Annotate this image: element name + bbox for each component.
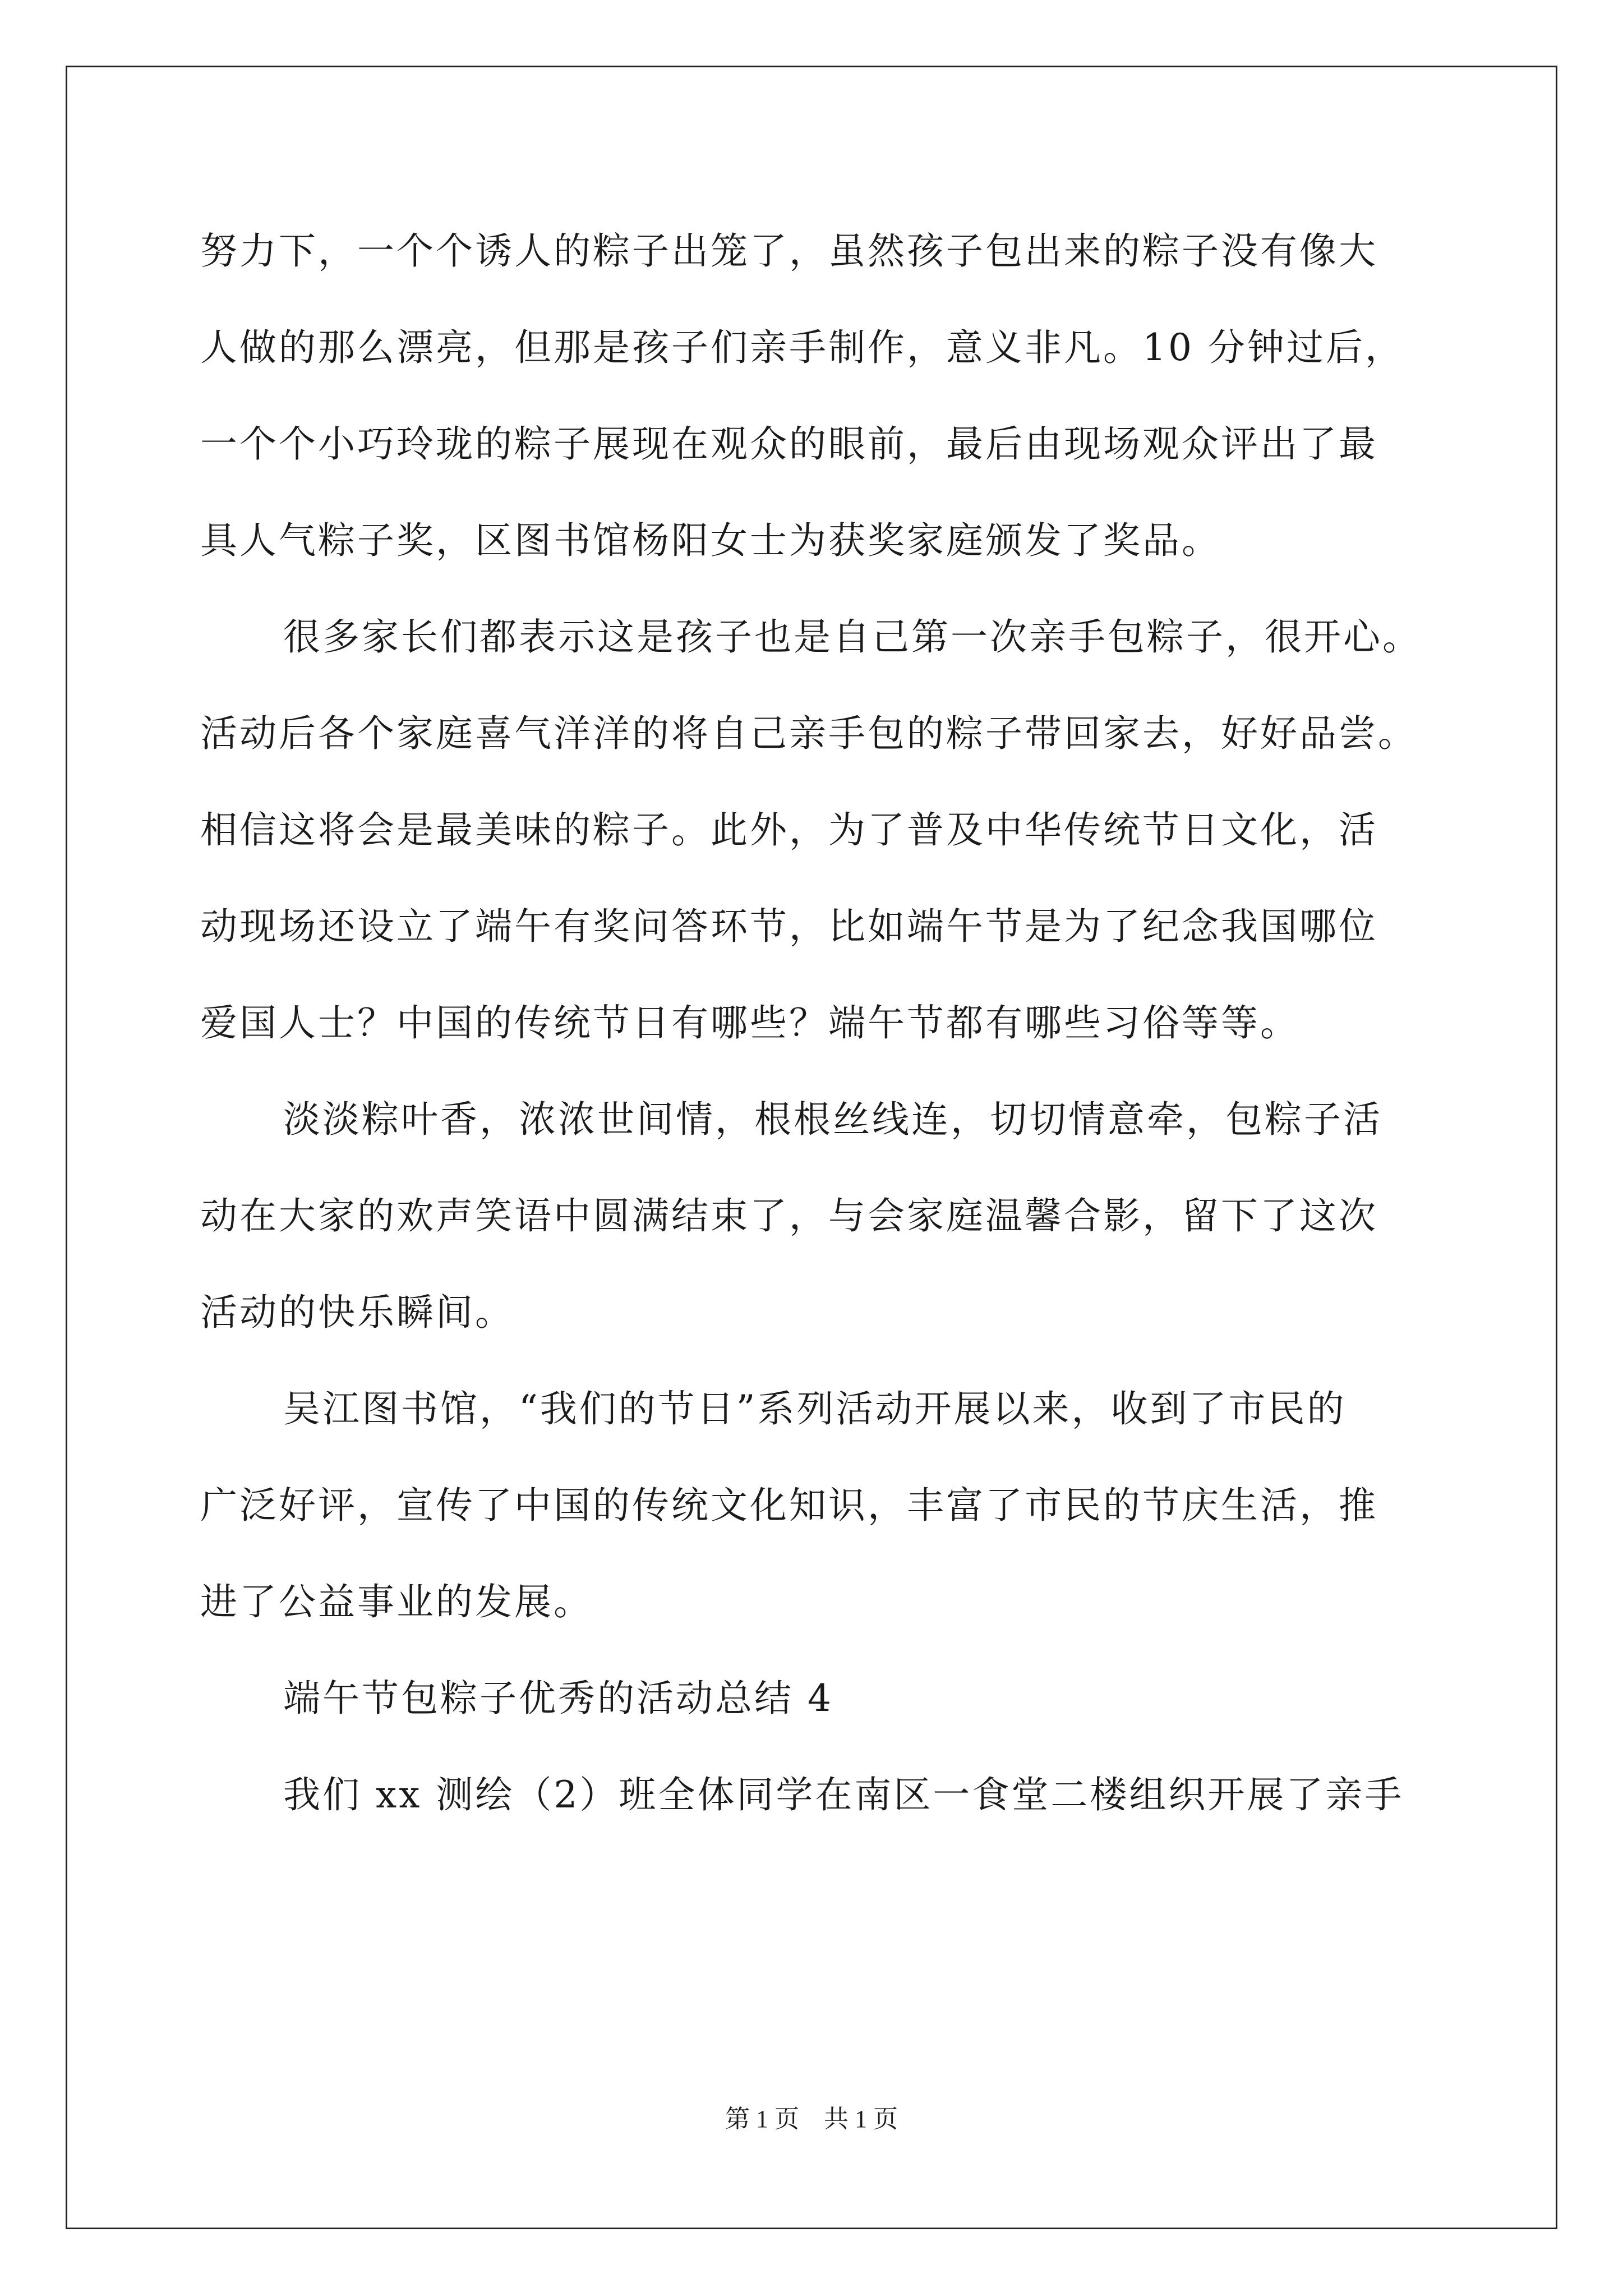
text-line: 动在大家的欢声笑语中圆满结束了，与会家庭温馨合影，留下了这次 bbox=[200, 1194, 1378, 1237]
text-line: 动现场还设立了端午有奖问答环节，比如端午节是为了纪念我国哪位 bbox=[200, 905, 1378, 948]
text-line: 广泛好评，宣传了中国的传统文化知识，丰富了市民的节庆生活，推 bbox=[200, 1484, 1378, 1527]
text-line: 一个个小巧玲珑的粽子展现在观众的眼前，最后由现场观众评出了最 bbox=[200, 422, 1378, 466]
paragraph-start-line: 很多家长们都表示这是孩子也是自己第一次亲手包粽子，很开心。 bbox=[283, 615, 1422, 659]
section-heading: 端午节包粽子优秀的活动总结 4 bbox=[283, 1677, 833, 1720]
paragraph-start-line: 吴江图书馆，“我们的节日”系列活动开展以来，收到了市民的 bbox=[283, 1387, 1347, 1430]
text-line: 活动后各个家庭喜气洋洋的将自己亲手包的粽子带回家去，好好品尝。 bbox=[200, 712, 1417, 755]
page-border bbox=[66, 66, 1557, 2229]
text-line: 人做的那么漂亮，但那是孩子们亲手制作，意义非凡。10 分钟过后， bbox=[200, 326, 1404, 369]
text-line: 活动的快乐瞬间。 bbox=[200, 1291, 514, 1334]
text-line: 努力下，一个个诱人的粽子出笼了，虽然孩子包出来的粽子没有像大 bbox=[200, 229, 1378, 273]
text-line: 相信这将会是最美味的粽子。此外，为了普及中华传统节日文化，活 bbox=[200, 808, 1378, 852]
page-footer: 第 1 页 共 1 页 bbox=[725, 2105, 898, 2133]
paragraph-start-line: 我们 xx 测绘（2）班全体同学在南区一食堂二楼组织开展了亲手 bbox=[283, 1773, 1404, 1816]
paragraph-start-line: 淡淡粽叶香，浓浓世间情，根根丝线连，切切情意牵，包粽子活 bbox=[283, 1098, 1382, 1141]
text-line: 具人气粽子奖，区图书馆杨阳女士为获奖家庭颁发了奖品。 bbox=[200, 519, 1221, 562]
text-line: 爱国人士？中国的传统节日有哪些？端午节都有哪些习俗等等。 bbox=[200, 1001, 1299, 1045]
text-line: 进了公益事业的发展。 bbox=[200, 1580, 593, 1623]
